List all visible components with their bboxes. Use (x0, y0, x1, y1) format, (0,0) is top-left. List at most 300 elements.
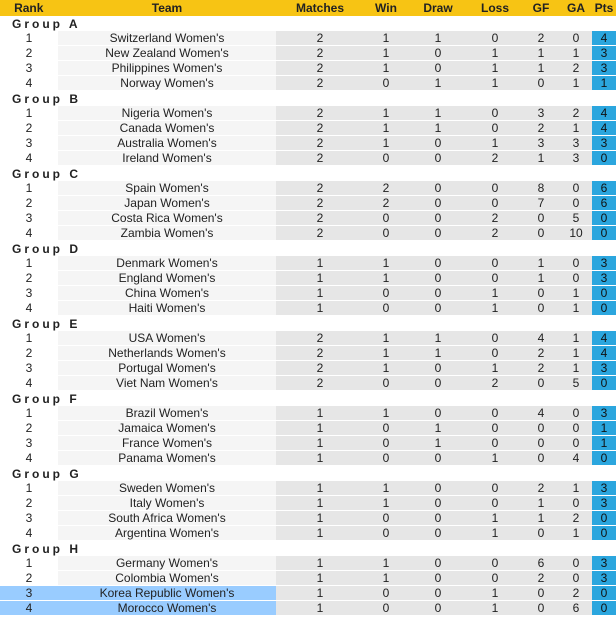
table-row[interactable] (0, 211, 616, 226)
team-name-cell[interactable]: France Women's (58, 436, 276, 451)
points-cell: 3 (592, 361, 616, 376)
loss-cell: 0 (468, 346, 522, 361)
points-cell: 0 (592, 211, 616, 226)
matches-cell: 1 (276, 496, 364, 511)
matches-cell: 2 (276, 106, 364, 121)
team-name-cell[interactable]: Canada Women's (58, 121, 276, 136)
team-name-cell[interactable]: England Women's (58, 271, 276, 286)
goals-for-cell: 0 (522, 376, 560, 391)
table-row[interactable] (0, 526, 616, 541)
matches-cell: 1 (276, 601, 364, 616)
rank-cell: 1 (0, 181, 58, 196)
points-cell: 3 (592, 61, 616, 76)
points-cell: 3 (592, 481, 616, 496)
draw-cell: 1 (408, 76, 468, 91)
table-body (0, 16, 616, 616)
points-cell: 1 (592, 436, 616, 451)
rank-cell: 1 (0, 256, 58, 271)
matches-cell: 2 (276, 226, 364, 241)
points-cell: 0 (592, 286, 616, 301)
points-cell: 0 (592, 601, 616, 616)
draw-cell: 0 (408, 286, 468, 301)
group-header-row (0, 541, 616, 557)
goals-against-cell: 0 (560, 271, 592, 286)
draw-cell: 0 (408, 376, 468, 391)
points-cell: 4 (592, 31, 616, 46)
win-cell: 0 (364, 421, 408, 436)
matches-cell: 1 (276, 421, 364, 436)
matches-cell: 1 (276, 406, 364, 421)
win-cell: 1 (364, 46, 408, 61)
loss-cell: 2 (468, 376, 522, 391)
rank-cell: 2 (0, 421, 58, 436)
team-name-cell[interactable]: Korea Republic Women's (58, 586, 276, 601)
goals-for-cell: 1 (522, 46, 560, 61)
group-header-row (0, 391, 616, 407)
rank-cell: 2 (0, 346, 58, 361)
win-cell: 1 (364, 361, 408, 376)
team-name-cell[interactable]: Japan Women's (58, 196, 276, 211)
goals-against-cell: 0 (560, 406, 592, 421)
matches-cell: 1 (276, 271, 364, 286)
goals-for-cell: 2 (522, 481, 560, 496)
goals-against-cell: 1 (560, 76, 592, 91)
goals-against-cell: 0 (560, 556, 592, 571)
loss-cell: 0 (468, 331, 522, 346)
team-name-cell[interactable]: South Africa Women's (58, 511, 276, 526)
draw-cell: 0 (408, 151, 468, 166)
rank-cell: 4 (0, 526, 58, 541)
goals-for-cell: 2 (522, 31, 560, 46)
goals-for-cell: 4 (522, 331, 560, 346)
draw-cell: 0 (408, 571, 468, 586)
goals-for-cell: 1 (522, 511, 560, 526)
team-name-cell[interactable]: Portugal Women's (58, 361, 276, 376)
rank-cell: 1 (0, 331, 58, 346)
table-row[interactable] (0, 181, 616, 196)
goals-for-cell: 1 (522, 61, 560, 76)
points-cell: 0 (592, 301, 616, 316)
matches-cell: 1 (276, 301, 364, 316)
draw-cell: 0 (408, 586, 468, 601)
table-row[interactable] (0, 586, 616, 601)
loss-cell: 1 (468, 586, 522, 601)
group-header-row (0, 166, 616, 182)
team-name-cell[interactable]: Norway Women's (58, 76, 276, 91)
win-cell: 1 (364, 556, 408, 571)
win-cell: 1 (364, 31, 408, 46)
goals-for-cell: 0 (522, 436, 560, 451)
goals-against-cell: 0 (560, 31, 592, 46)
goals-for-cell: 1 (522, 256, 560, 271)
draw-cell: 1 (408, 121, 468, 136)
team-name-cell[interactable]: Italy Women's (58, 496, 276, 511)
table-row[interactable] (0, 121, 616, 136)
table-row[interactable] (0, 376, 616, 391)
header-rank[interactable]: Rank (0, 0, 58, 16)
win-cell: 1 (364, 271, 408, 286)
goals-against-cell: 4 (560, 451, 592, 466)
loss-cell: 1 (468, 361, 522, 376)
matches-cell: 1 (276, 556, 364, 571)
win-cell: 0 (364, 451, 408, 466)
goals-against-cell: 0 (560, 196, 592, 211)
team-name-cell[interactable]: Nigeria Women's (58, 106, 276, 121)
draw-cell: 0 (408, 511, 468, 526)
win-cell: 1 (364, 331, 408, 346)
loss-cell: 2 (468, 226, 522, 241)
rank-cell: 4 (0, 601, 58, 616)
team-name-cell[interactable]: USA Women's (58, 331, 276, 346)
rank-cell: 4 (0, 226, 58, 241)
table-row[interactable] (0, 76, 616, 91)
draw-cell: 0 (408, 46, 468, 61)
team-name-cell[interactable]: Haiti Women's (58, 301, 276, 316)
matches-cell: 2 (276, 46, 364, 61)
goals-against-cell: 1 (560, 346, 592, 361)
header-matches[interactable]: Matches (276, 0, 364, 16)
points-cell: 4 (592, 346, 616, 361)
win-cell: 1 (364, 121, 408, 136)
table-row[interactable] (0, 556, 616, 571)
goals-against-cell: 1 (560, 46, 592, 61)
matches-cell: 1 (276, 286, 364, 301)
goals-for-cell: 0 (522, 301, 560, 316)
matches-cell: 2 (276, 31, 364, 46)
rank-cell: 1 (0, 406, 58, 421)
draw-cell: 0 (408, 181, 468, 196)
rank-cell: 2 (0, 121, 58, 136)
table-row[interactable] (0, 286, 616, 301)
points-cell: 0 (592, 376, 616, 391)
win-cell: 2 (364, 181, 408, 196)
win-cell: 0 (364, 226, 408, 241)
loss-cell: 1 (468, 301, 522, 316)
win-cell: 0 (364, 526, 408, 541)
team-name-cell[interactable]: Jamaica Women's (58, 421, 276, 436)
goals-for-cell: 2 (522, 121, 560, 136)
table-row[interactable] (0, 46, 616, 61)
group-header-row (0, 316, 616, 332)
table-row[interactable] (0, 436, 616, 451)
header-draw[interactable]: Draw (408, 0, 468, 16)
team-name-cell[interactable]: Viet Nam Women's (58, 376, 276, 391)
draw-cell: 0 (408, 271, 468, 286)
group-title: Group G (12, 466, 82, 481)
goals-against-cell: 2 (560, 511, 592, 526)
team-name-cell[interactable]: Colombia Women's (58, 571, 276, 586)
table-row[interactable] (0, 226, 616, 241)
goals-for-cell: 2 (522, 346, 560, 361)
loss-cell: 0 (468, 181, 522, 196)
matches-cell: 2 (276, 331, 364, 346)
team-name-cell[interactable]: Sweden Women's (58, 481, 276, 496)
points-cell: 4 (592, 331, 616, 346)
table-row[interactable] (0, 151, 616, 166)
draw-cell: 0 (408, 226, 468, 241)
matches-cell: 2 (276, 346, 364, 361)
matches-cell: 1 (276, 571, 364, 586)
rank-cell: 3 (0, 436, 58, 451)
draw-cell: 1 (408, 421, 468, 436)
table-row[interactable] (0, 346, 616, 361)
draw-cell: 0 (408, 406, 468, 421)
team-name-cell[interactable]: New Zealand Women's (58, 46, 276, 61)
points-cell: 3 (592, 571, 616, 586)
header-team[interactable]: Team (58, 0, 276, 16)
matches-cell: 2 (276, 136, 364, 151)
points-cell: 6 (592, 196, 616, 211)
table-row[interactable] (0, 361, 616, 376)
matches-cell: 2 (276, 376, 364, 391)
table-row[interactable] (0, 511, 616, 526)
goals-against-cell: 2 (560, 61, 592, 76)
goals-for-cell: 0 (522, 451, 560, 466)
table-row[interactable] (0, 136, 616, 151)
win-cell: 1 (364, 106, 408, 121)
table-row[interactable] (0, 31, 616, 46)
loss-cell: 0 (468, 196, 522, 211)
rank-cell: 2 (0, 271, 58, 286)
draw-cell: 1 (408, 31, 468, 46)
win-cell: 1 (364, 481, 408, 496)
goals-for-cell: 0 (522, 586, 560, 601)
goals-for-cell: 3 (522, 136, 560, 151)
goals-against-cell: 10 (560, 226, 592, 241)
rank-cell: 3 (0, 136, 58, 151)
goals-for-cell: 1 (522, 496, 560, 511)
matches-cell: 1 (276, 511, 364, 526)
team-name-cell[interactable]: Germany Women's (58, 556, 276, 571)
team-name-cell[interactable]: Switzerland Women's (58, 31, 276, 46)
loss-cell: 0 (468, 256, 522, 271)
team-name-cell[interactable]: Spain Women's (58, 181, 276, 196)
team-name-cell[interactable]: Morocco Women's (58, 601, 276, 616)
team-name-cell[interactable]: Brazil Women's (58, 406, 276, 421)
loss-cell: 0 (468, 571, 522, 586)
win-cell: 0 (364, 301, 408, 316)
win-cell: 0 (364, 586, 408, 601)
goals-against-cell: 1 (560, 121, 592, 136)
matches-cell: 2 (276, 61, 364, 76)
matches-cell: 1 (276, 436, 364, 451)
rank-cell: 4 (0, 151, 58, 166)
rank-cell: 4 (0, 301, 58, 316)
win-cell: 1 (364, 571, 408, 586)
table-row[interactable] (0, 61, 616, 76)
win-cell: 1 (364, 61, 408, 76)
goals-against-cell: 1 (560, 481, 592, 496)
team-name-cell[interactable]: Australia Women's (58, 136, 276, 151)
header-loss[interactable]: Loss (468, 0, 522, 16)
team-name-cell[interactable]: Ireland Women's (58, 151, 276, 166)
loss-cell: 1 (468, 526, 522, 541)
team-name-cell[interactable]: Philippines Women's (58, 61, 276, 76)
loss-cell: 0 (468, 496, 522, 511)
points-cell: 0 (592, 226, 616, 241)
team-name-cell[interactable]: Netherlands Women's (58, 346, 276, 361)
goals-against-cell: 3 (560, 151, 592, 166)
table-row[interactable] (0, 421, 616, 436)
win-cell: 0 (364, 151, 408, 166)
goals-against-cell: 2 (560, 106, 592, 121)
table-row[interactable] (0, 331, 616, 346)
draw-cell: 0 (408, 136, 468, 151)
goals-against-cell: 0 (560, 571, 592, 586)
goals-for-cell: 6 (522, 556, 560, 571)
matches-cell: 1 (276, 586, 364, 601)
draw-cell: 0 (408, 556, 468, 571)
rank-cell: 2 (0, 571, 58, 586)
loss-cell: 1 (468, 76, 522, 91)
goals-against-cell: 0 (560, 421, 592, 436)
draw-cell: 0 (408, 481, 468, 496)
goals-against-cell: 2 (560, 586, 592, 601)
draw-cell: 0 (408, 451, 468, 466)
matches-cell: 2 (276, 151, 364, 166)
table-row[interactable] (0, 196, 616, 211)
draw-cell: 0 (408, 601, 468, 616)
goals-for-cell: 0 (522, 526, 560, 541)
rank-cell: 2 (0, 46, 58, 61)
team-name-cell[interactable]: China Women's (58, 286, 276, 301)
points-cell: 0 (592, 526, 616, 541)
table-row[interactable] (0, 451, 616, 466)
goals-for-cell: 2 (522, 361, 560, 376)
points-cell: 1 (592, 421, 616, 436)
draw-cell: 0 (408, 361, 468, 376)
rank-cell: 3 (0, 61, 58, 76)
header-ga[interactable]: GA (560, 0, 592, 16)
goals-for-cell: 0 (522, 211, 560, 226)
goals-against-cell: 1 (560, 301, 592, 316)
header-win[interactable]: Win (364, 0, 408, 16)
table-row[interactable] (0, 256, 616, 271)
win-cell: 0 (364, 511, 408, 526)
goals-against-cell: 5 (560, 211, 592, 226)
group-header-row (0, 16, 616, 31)
group-title: Group H (12, 541, 81, 556)
goals-against-cell: 5 (560, 376, 592, 391)
win-cell: 0 (364, 286, 408, 301)
goals-against-cell: 6 (560, 601, 592, 616)
goals-for-cell: 0 (522, 226, 560, 241)
loss-cell: 2 (468, 151, 522, 166)
group-title: Group D (12, 241, 81, 256)
loss-cell: 0 (468, 271, 522, 286)
table-row[interactable] (0, 571, 616, 586)
points-cell: 3 (592, 406, 616, 421)
points-cell: 3 (592, 556, 616, 571)
team-name-cell[interactable]: Panama Women's (58, 451, 276, 466)
rank-cell: 3 (0, 586, 58, 601)
draw-cell: 0 (408, 496, 468, 511)
table-row[interactable] (0, 481, 616, 496)
rank-cell: 1 (0, 481, 58, 496)
group-title: Group E (12, 316, 81, 331)
matches-cell: 1 (276, 256, 364, 271)
rank-cell: 1 (0, 556, 58, 571)
loss-cell: 0 (468, 436, 522, 451)
matches-cell: 2 (276, 196, 364, 211)
points-cell: 4 (592, 121, 616, 136)
table-row[interactable] (0, 271, 616, 286)
loss-cell: 2 (468, 211, 522, 226)
loss-cell: 1 (468, 601, 522, 616)
loss-cell: 1 (468, 286, 522, 301)
points-cell: 3 (592, 256, 616, 271)
goals-for-cell: 4 (522, 406, 560, 421)
goals-for-cell: 3 (522, 106, 560, 121)
table-row[interactable] (0, 301, 616, 316)
matches-cell: 1 (276, 481, 364, 496)
points-cell: 0 (592, 586, 616, 601)
points-cell: 3 (592, 271, 616, 286)
goals-against-cell: 1 (560, 286, 592, 301)
goals-for-cell: 7 (522, 196, 560, 211)
draw-cell: 0 (408, 301, 468, 316)
matches-cell: 1 (276, 526, 364, 541)
draw-cell: 0 (408, 211, 468, 226)
rank-cell: 1 (0, 106, 58, 121)
rank-cell: 3 (0, 211, 58, 226)
table-row[interactable] (0, 496, 616, 511)
points-cell: 0 (592, 511, 616, 526)
win-cell: 0 (364, 436, 408, 451)
draw-cell: 0 (408, 196, 468, 211)
loss-cell: 1 (468, 136, 522, 151)
table-row[interactable] (0, 406, 616, 421)
goals-against-cell: 0 (560, 436, 592, 451)
rank-cell: 2 (0, 496, 58, 511)
goals-for-cell: 8 (522, 181, 560, 196)
goals-for-cell: 1 (522, 271, 560, 286)
matches-cell: 1 (276, 451, 364, 466)
loss-cell: 0 (468, 556, 522, 571)
group-title: Group F (12, 391, 80, 406)
team-name-cell[interactable]: Zambia Women's (58, 226, 276, 241)
points-cell: 3 (592, 136, 616, 151)
win-cell: 2 (364, 196, 408, 211)
goals-for-cell: 2 (522, 571, 560, 586)
goals-against-cell: 0 (560, 181, 592, 196)
goals-for-cell: 0 (522, 76, 560, 91)
table-row[interactable] (0, 601, 616, 616)
win-cell: 0 (364, 211, 408, 226)
group-header-row (0, 241, 616, 257)
win-cell: 1 (364, 346, 408, 361)
loss-cell: 0 (468, 31, 522, 46)
goals-against-cell: 0 (560, 496, 592, 511)
draw-cell: 1 (408, 346, 468, 361)
rank-cell: 4 (0, 376, 58, 391)
team-name-cell[interactable]: Denmark Women's (58, 256, 276, 271)
points-cell: 6 (592, 181, 616, 196)
loss-cell: 0 (468, 481, 522, 496)
points-cell: 1 (592, 76, 616, 91)
team-name-cell[interactable]: Argentina Women's (58, 526, 276, 541)
header-gf[interactable]: GF (522, 0, 560, 16)
header-pts[interactable]: Pts (592, 0, 616, 16)
loss-cell: 0 (468, 406, 522, 421)
win-cell: 1 (364, 406, 408, 421)
team-name-cell[interactable]: Costa Rica Women's (58, 211, 276, 226)
table-row[interactable] (0, 106, 616, 121)
matches-cell: 2 (276, 361, 364, 376)
group-header-row (0, 466, 616, 482)
goals-for-cell: 0 (522, 601, 560, 616)
win-cell: 1 (364, 136, 408, 151)
